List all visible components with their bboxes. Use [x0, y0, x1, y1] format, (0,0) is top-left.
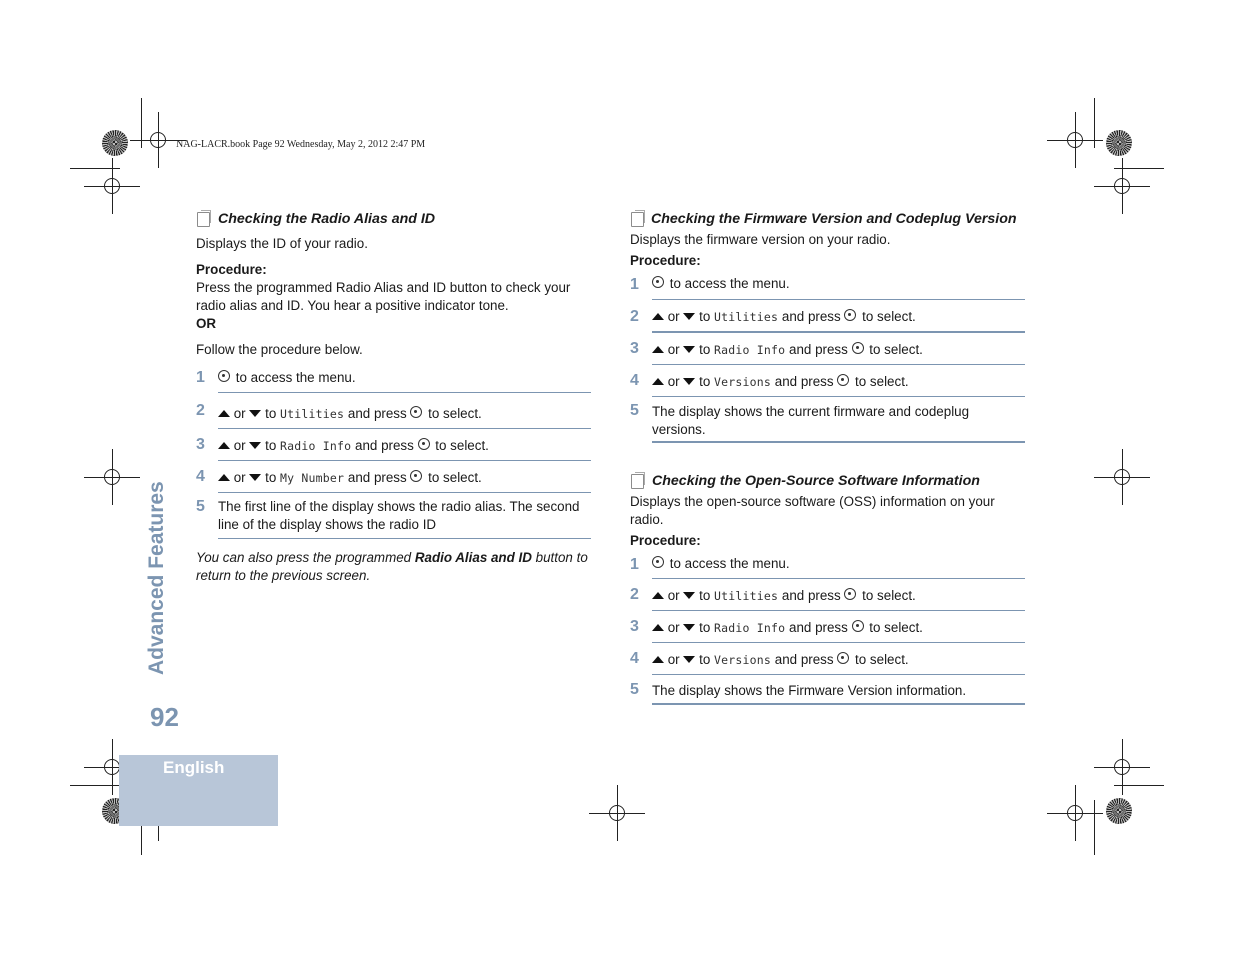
- language-label: English: [163, 758, 225, 777]
- menu-ok-button-icon: [852, 342, 864, 354]
- or-text: or: [233, 438, 246, 453]
- description: Displays the ID of your radio.: [196, 236, 368, 251]
- or-text: or: [667, 588, 680, 603]
- menu-item-name: Versions: [714, 375, 772, 389]
- step-2: [630, 579, 1025, 611]
- menu-ok-button-icon: [652, 556, 664, 568]
- up-arrow-icon: [218, 410, 230, 417]
- or-text: or: [667, 620, 680, 635]
- up-arrow-icon: [652, 313, 664, 320]
- menu-ok-button-icon: [418, 438, 430, 450]
- book-icon: [197, 212, 210, 227]
- step-number: 3: [630, 618, 639, 635]
- menu-item-name: Radio Info: [714, 343, 786, 357]
- step-1: [196, 362, 591, 393]
- to-text: to: [699, 374, 711, 389]
- menu-ok-button-icon: [844, 588, 856, 600]
- crop-line: [112, 158, 113, 214]
- registration-star-icon: [1106, 798, 1132, 824]
- step-2: [630, 300, 1025, 333]
- crop-line: [617, 785, 618, 841]
- to-text: to: [699, 652, 711, 667]
- to-text: to: [265, 470, 277, 485]
- menu-item-name: Utilities: [714, 310, 779, 324]
- step-number: 5: [630, 681, 639, 698]
- book-icon: [631, 212, 644, 227]
- step-3: [630, 333, 1025, 365]
- book-header-line: NAG-LACR.book Page 92 Wednesday, May 2, 2012 2:47 PM: [176, 139, 426, 150]
- menu-ok-button-icon: [844, 309, 856, 321]
- registration-star-icon: [1106, 130, 1132, 156]
- press-text: and press: [789, 620, 848, 635]
- step-number: 1: [630, 276, 639, 293]
- crop-line: [1122, 739, 1123, 795]
- step-4: [630, 643, 1025, 675]
- menu-item-name: Radio Info: [714, 621, 786, 635]
- step-5: [630, 397, 1025, 443]
- step-1: [630, 550, 1025, 579]
- registration-star-icon: [102, 130, 128, 156]
- description: Displays the firmware version on your radio.: [630, 232, 891, 247]
- down-arrow-icon: [249, 442, 261, 449]
- up-arrow-icon: [218, 474, 230, 481]
- up-arrow-icon: [652, 592, 664, 599]
- description: Displays the open-source software (OSS) information on your radio.: [630, 494, 995, 527]
- press-text: and press: [347, 406, 407, 421]
- down-arrow-icon: [683, 624, 695, 631]
- left-column: [196, 210, 591, 585]
- or-label: OR: [196, 316, 217, 331]
- heading-text: Checking the Firmware Version and Codeplug Version: [651, 211, 1017, 227]
- step-number: 4: [196, 468, 205, 485]
- heading-text: Checking the Radio Alias and ID: [218, 211, 436, 227]
- step-2: [196, 393, 591, 429]
- step-number: 3: [196, 436, 205, 453]
- procedure-label: Procedure:: [630, 533, 701, 548]
- select-text: to select.: [855, 652, 909, 667]
- step-3: [196, 429, 591, 461]
- down-arrow-icon: [683, 378, 695, 385]
- select-text: to select.: [862, 588, 916, 603]
- select-text: to select.: [428, 470, 482, 485]
- down-arrow-icon: [249, 474, 261, 481]
- down-arrow-icon: [683, 313, 695, 320]
- up-arrow-icon: [218, 442, 230, 449]
- step-number: 1: [630, 555, 639, 573]
- press-text: and press: [789, 342, 848, 357]
- up-arrow-icon: [652, 378, 664, 385]
- section-heading: [196, 210, 591, 228]
- section-heading: [630, 210, 1025, 228]
- step-list: [630, 270, 1025, 443]
- step-list: [196, 362, 591, 539]
- or-text: or: [233, 470, 246, 485]
- note-text: You can also press the programmed: [196, 550, 415, 565]
- step-number: 1: [196, 368, 205, 386]
- menu-item-name: My Number: [280, 471, 345, 485]
- note-bold-text: Radio Alias and ID: [414, 550, 532, 565]
- step-5: [630, 675, 1025, 705]
- select-text: to select.: [862, 309, 916, 324]
- crop-line: [1075, 112, 1076, 168]
- menu-ok-button-icon: [837, 374, 849, 386]
- select-text: to select.: [855, 374, 909, 389]
- crop-line: [1122, 158, 1123, 214]
- procedure-label: Procedure:: [630, 253, 701, 268]
- step-text: to access the menu.: [669, 556, 790, 571]
- step-3: [630, 611, 1025, 643]
- press-text: and press: [774, 652, 834, 667]
- step-number: 4: [630, 372, 639, 389]
- heading-text: Checking the Open-Source Software Information: [652, 473, 980, 489]
- select-text: to select.: [869, 342, 923, 357]
- crop-line: [112, 449, 113, 505]
- press-text: and press: [347, 470, 407, 485]
- step-number: 2: [196, 402, 205, 419]
- select-text: to select.: [869, 620, 923, 635]
- menu-item-name: Versions: [714, 653, 772, 667]
- press-text: and press: [781, 588, 841, 603]
- note-text: button to return to the previous screen.: [196, 550, 588, 583]
- menu-ok-button-icon: [218, 370, 230, 382]
- to-text: to: [699, 588, 711, 603]
- step-1: [630, 270, 1025, 300]
- step-number: 5: [630, 402, 639, 419]
- or-text: or: [667, 342, 680, 357]
- step-4: [196, 461, 591, 493]
- step-text: The first line of the display shows the radio alias. The second line of the display shows the radio ID: [218, 493, 591, 539]
- or-text: or: [667, 652, 680, 667]
- up-arrow-icon: [652, 624, 664, 631]
- up-arrow-icon: [652, 346, 664, 353]
- crop-line: [1094, 800, 1095, 855]
- to-text: to: [265, 406, 277, 421]
- follow-text: Follow the procedure below.: [196, 342, 363, 357]
- down-arrow-icon: [683, 592, 695, 599]
- right-column-oss: [630, 472, 1025, 705]
- or-text: or: [667, 374, 680, 389]
- down-arrow-icon: [683, 346, 695, 353]
- select-text: to select.: [428, 406, 482, 421]
- menu-ok-button-icon: [410, 406, 422, 418]
- step-number: 5: [196, 498, 205, 515]
- step-number: 2: [630, 307, 639, 325]
- down-arrow-icon: [249, 410, 261, 417]
- procedure-label: Procedure:: [196, 262, 267, 277]
- to-text: to: [699, 342, 711, 357]
- menu-ok-button-icon: [837, 652, 849, 664]
- step-number: 3: [630, 340, 639, 357]
- crop-line: [158, 112, 159, 168]
- step-5: [196, 493, 591, 539]
- crop-line: [1122, 449, 1123, 505]
- page-number: 92: [150, 702, 179, 732]
- press-text: and press: [355, 438, 414, 453]
- right-column-firmware: [630, 210, 1025, 443]
- step-number: 4: [630, 650, 639, 667]
- step-list: [630, 550, 1025, 705]
- press-text: and press: [774, 374, 834, 389]
- select-text: to select.: [435, 438, 489, 453]
- step-number: 2: [630, 586, 639, 603]
- procedure-text: Press the programmed Radio Alias and ID button to check your radio alias and ID. You hear a positive indicator tone.: [196, 280, 571, 313]
- step-text: to access the menu.: [669, 276, 790, 291]
- section-sidebar-title: Advanced Features: [145, 481, 168, 675]
- step-text: The display shows the current firmware and codeplug versions.: [652, 397, 1025, 443]
- or-text: or: [667, 309, 680, 324]
- menu-ok-button-icon: [410, 470, 422, 482]
- to-text: to: [699, 620, 711, 635]
- crop-line: [1075, 785, 1076, 841]
- section-heading: [630, 472, 1025, 490]
- menu-item-name: Radio Info: [280, 439, 352, 453]
- step-text: The display shows the Firmware Version information.: [652, 675, 1025, 705]
- to-text: to: [265, 438, 277, 453]
- crop-line: [112, 739, 113, 795]
- step-text: to access the menu.: [235, 370, 356, 385]
- menu-ok-button-icon: [652, 276, 664, 288]
- menu-item-name: Utilities: [714, 589, 779, 603]
- menu-ok-button-icon: [852, 620, 864, 632]
- up-arrow-icon: [652, 656, 664, 663]
- to-text: to: [699, 309, 711, 324]
- down-arrow-icon: [683, 656, 695, 663]
- or-text: or: [233, 406, 246, 421]
- book-icon: [631, 474, 644, 489]
- press-text: and press: [781, 309, 841, 324]
- note: [196, 549, 591, 585]
- menu-item-name: Utilities: [280, 407, 345, 421]
- step-4: [630, 365, 1025, 397]
